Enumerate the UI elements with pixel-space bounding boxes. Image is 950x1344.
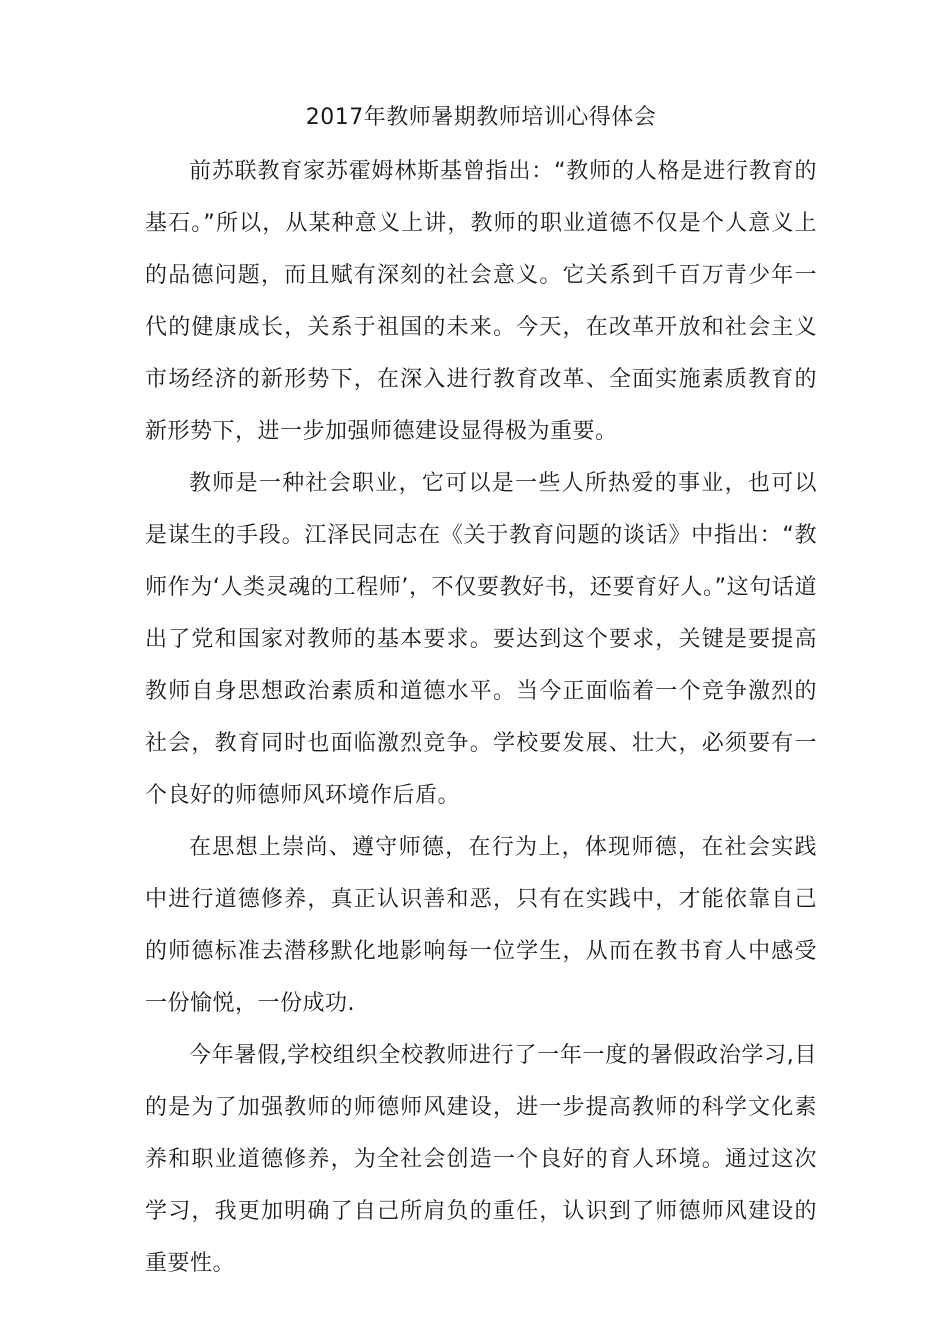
document-title: 2017年教师暑期教师培训心得体会 — [305, 105, 657, 130]
paragraph-3: 在思想上崇尚、遵守师德，在行为上，体现师德，在社会实践中进行道德修养，真正认识善和恶，只有在实践中，才能依靠自己的师德标准去潜移默化地影响每一位学生，从而在教书育人中感受一份愉悦，一份成功. — [145, 835, 817, 1016]
paragraph-4: 今年暑假,学校组织全校教师进行了一年一度的暑假政治学习,目的是为了加强教师的师德师风建设，进一步提高教师的科学文化素养和职业道德修养，为全社会创造一个良好的育人环境。通过这次学习，我更加明确了自己所肩负的重任，认识到了师德师风建设的重要性。 — [145, 1043, 817, 1276]
paragraph-2: 教师是一种社会职业，它可以是一些人所热爱的事业，也可以是谋生的手段。江泽民同志在《关于教育问题的谈话》中指出：“教师作为‘人类灵魂的工程师’，不仅要教好书，还要育好人。”这句话道出了党和国家对教师的基本要求。要达到这个要求，关键是要提高教师自身思想政治素质和道德水平。当今正面临着一个竞争激烈的社会，教育同时也面临激烈竞争。学校要发展、壮大，必须要有一个良好的师德师风环境作后盾。 — [145, 471, 817, 808]
paragraph-1: 前苏联教育家苏霍姆林斯基曾指出：“教师的人格是进行教育的基石。”所以，从某种意义上讲，教师的职业道德不仅是个人意义上的品德问题，而且赋有深刻的社会意义。它关系到千百万青少年一代的健康成长，关系于祖国的未来。今天，在改革开放和社会主义市场经济的新形势下，在深入进行教育改革、全面实施素质教育的新形势下，进一步加强师德建设显得极为重要。 — [145, 159, 817, 444]
document-page — [145, 96, 817, 1290]
